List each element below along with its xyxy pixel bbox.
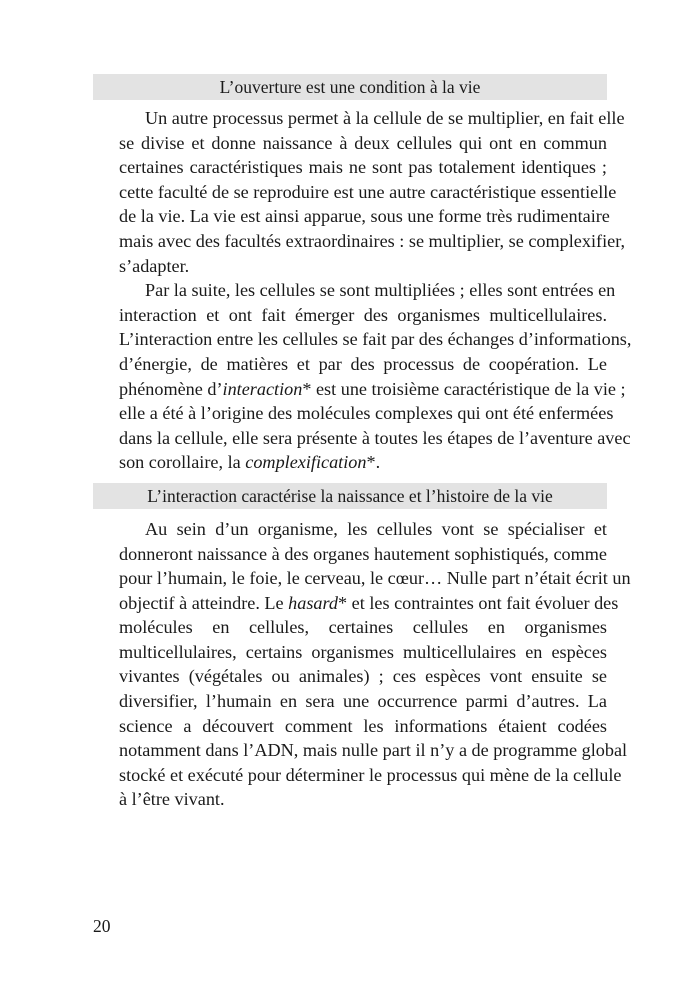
text-line: diversifier, l’humain en sera une occurrence parmi d’autres. La	[119, 691, 607, 712]
text-line: d’énergie, de matières et par des processus de coopération. Le	[119, 353, 607, 374]
text-line: multicellulaires, certains organismes multicellulaires en espèces	[119, 641, 607, 662]
glossary-term-complexification: complexification	[245, 452, 367, 473]
page-number: 20	[93, 916, 111, 936]
glossary-term-interaction: interaction	[222, 378, 303, 399]
text-line: dans la cellule, elle sera présente à toutes les étapes de l’aventure avec	[119, 427, 631, 448]
text-line: s’adapter.	[119, 255, 190, 276]
text-fragment: objectif à atteindre. Le	[119, 592, 289, 613]
section-heading-ouverture: L’ouverture est une condition à la vie	[93, 74, 607, 100]
text-line: Un autre processus permet à la cellule de se multiplier, en fait elle	[145, 108, 625, 128]
paragraph-interaction	[93, 278, 632, 475]
text-line: elle a été à l’origine des molécules complexes qui ont été enfermées	[119, 403, 614, 424]
section-body-interaction	[93, 517, 631, 812]
section-body-ouverture	[93, 106, 632, 475]
text-line: Par la suite, les cellules se sont multipliées ; elles sont entrées en	[145, 280, 616, 301]
paragraph-processus	[93, 106, 626, 278]
text-line: interaction et ont fait émerger des organismes multicellulaires.	[119, 304, 607, 325]
text-line: stocké et exécuté pour déterminer le processus qui mène de la cellule	[119, 764, 622, 785]
glossary-term-hasard: hasard	[288, 592, 339, 613]
text-fragment: * et les contraintes ont fait évoluer des	[338, 592, 619, 613]
text-line: notamment dans l’ADN, mais nulle part il n’y a de programme global	[119, 740, 628, 761]
page-content	[93, 74, 632, 812]
text-line: donneront naissance à des organes hautement sophistiqués, comme	[119, 543, 607, 564]
text-fragment: son corollaire, la	[119, 452, 246, 473]
text-line	[93, 377, 626, 402]
text-fragment: phénomène d’	[119, 378, 223, 399]
text-line: cette faculté de se reproduire est une autre caractéristique essentielle	[119, 181, 617, 202]
text-line: de la vie. La vie est ainsi apparue, sous une forme très rudimentaire	[119, 206, 610, 227]
text-line	[93, 591, 619, 616]
text-line: vivantes (végétales ou animales) ; ces espèces vont ensuite se	[119, 666, 607, 687]
text-line: à l’être vivant.	[119, 789, 225, 810]
text-line: mais avec des facultés extraordinaires : se multiplier, se complexifier,	[119, 230, 626, 251]
text-fragment: * est une troisième caractéristique de la vie ;	[302, 378, 626, 399]
section-heading-interaction: L’interaction caractérise la naissance et l’histoire de la vie	[93, 483, 607, 509]
text-line: se divise et donne naissance à deux cellules qui ont en commun	[119, 132, 607, 153]
text-line	[93, 450, 607, 475]
text-line: pour l’humain, le foie, le cerveau, le cœur… Nulle part n’était écrit un	[119, 568, 631, 589]
text-line: L’interaction entre les cellules se fait par des échanges d’informations,	[119, 329, 632, 350]
text-fragment: *.	[366, 452, 381, 473]
text-line: science a découvert comment les informations étaient codées	[119, 715, 607, 736]
text-line: molécules en cellules, certaines cellules en organismes	[119, 617, 607, 638]
paragraph-organisme	[93, 517, 631, 812]
text-line: Au sein d’un organisme, les cellules vont se spécialiser et	[145, 518, 607, 539]
text-line: certaines caractéristiques mais ne sont pas totalement identiques ;	[119, 157, 607, 178]
